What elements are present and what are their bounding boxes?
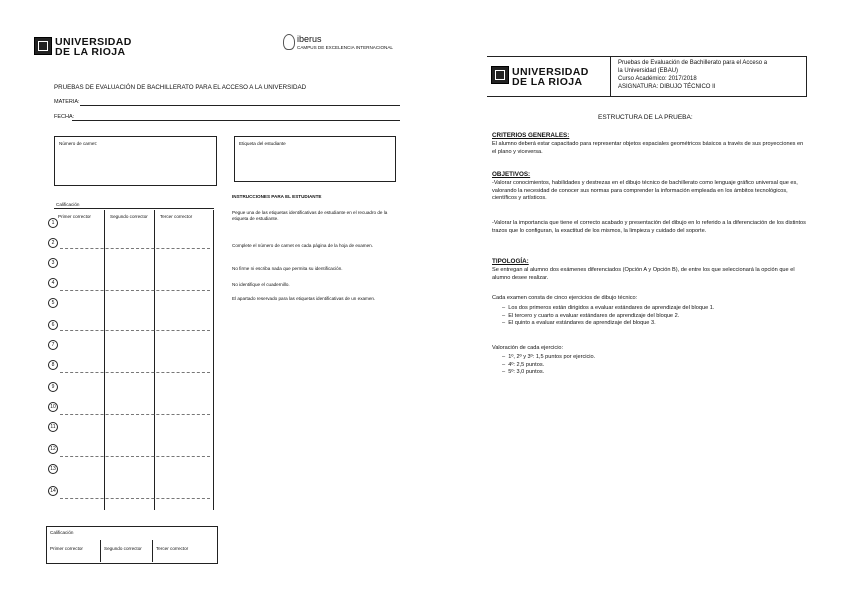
valoracion-item-3: – 5º: 3,0 puntos. [502, 369, 545, 375]
grid-row-divider [60, 456, 210, 457]
grid-top-line [54, 208, 214, 209]
objetivos-title: OBJETIVOS: [492, 171, 531, 178]
grid-row-divider [60, 248, 210, 249]
bottom-col-header-3: Tercer corrector [156, 546, 189, 551]
row-number-11: 11 [48, 422, 58, 432]
instruction-item-3: No firme ni escriba nada que permita su identificación. [232, 266, 343, 271]
university-shield-icon [34, 37, 52, 55]
materia-line[interactable] [80, 105, 400, 106]
fecha-line[interactable] [72, 120, 400, 121]
iberus-logo-icon [283, 34, 295, 50]
objetivos-text-2: -Valorar la importancia que tiene el correcto acabado y presentación del dibujo en lo referido a la diferenciación de los distintos trazos que lo configuran, la exactitud de los mismos, la limpieza y cuidado del soporte. [492, 220, 806, 234]
header-right-edge [806, 56, 807, 96]
row-number-1: 1 [48, 218, 58, 228]
instruction-item-5: El apartado reservado para las etiquetas identificativas de un examen. [232, 296, 376, 301]
grid-col-divider-2 [154, 210, 155, 510]
header-line-2: la Universidad (EBAU) [618, 68, 679, 74]
row-number-14: 14 [48, 486, 58, 496]
right-university-name [512, 67, 589, 87]
bottom-col-header-2: Segundo corrector [104, 546, 142, 551]
fecha-label: FECHA: [54, 114, 75, 120]
row-number-7: 7 [48, 340, 58, 350]
grid-row-divider [60, 498, 210, 499]
valoracion-title: Valoración de cada ejercicio: [492, 345, 564, 351]
grid-col-divider-3 [213, 210, 214, 510]
valoracion-text-2: 4º: 2,5 puntos. [508, 361, 545, 368]
bullet-text-1: Los dos primeros están dirigidos a evaluar estándares de aprendizaje del bloque 1. [508, 305, 715, 311]
row-number-6: 6 [48, 320, 58, 330]
calificacion-bottom-label: Calificación [50, 530, 74, 535]
bottom-divider-2 [152, 540, 153, 562]
col-header-2: Segundo corrector [110, 214, 148, 219]
university-name-line2: DE LA RIOJA [55, 46, 126, 58]
iberus-name: iberus [297, 34, 322, 44]
bullet-item-2: – El tercero y cuarto a evaluar estándares de aprendizaje del bloque 2. [502, 312, 680, 319]
row-number-12: 12 [48, 444, 58, 454]
header-line-3: Curso Académico: 2017/2018 [618, 76, 697, 82]
instructions-title: INSTRUCCIONES PARA EL ESTUDIANTE [232, 194, 322, 199]
grid-row-divider [60, 372, 210, 373]
row-number-9: 9 [48, 382, 58, 392]
bullet-item-3: – El quinto a evaluar estándares de aprendizaje del bloque 3. [502, 320, 656, 326]
etiqueta-estudiante-label: Etiqueta del estudiante [239, 141, 286, 146]
right-university-line1: UNIVERSIDAD [512, 66, 589, 78]
university-name-line1: UNIVERSIDAD [55, 36, 132, 48]
grid-row-divider [60, 330, 210, 331]
instruction-item-4: No identifique el cuadernillo. [232, 282, 290, 287]
bullet-item-1: – Los dos primeros están dirigidos a evaluar estándares de aprendizaje del bloque 1. [502, 305, 715, 311]
cada-examen-text: Cada examen consta de cinco ejercicios de dibujo técnico: [492, 295, 638, 301]
university-name [55, 37, 132, 57]
grid-row-divider [60, 290, 210, 291]
row-number-2: 2 [48, 238, 58, 248]
valoracion-text-1: 1º, 2º y 3º: 1,5 puntos por ejercicio. [508, 354, 596, 360]
valoracion-item-1: – 1º, 2º y 3º: 1,5 puntos por ejercicio. [502, 354, 596, 360]
row-number-8: 8 [48, 360, 58, 370]
row-number-13: 13 [48, 464, 58, 474]
tipologia-title: TIPOLOGÍA: [492, 258, 529, 265]
right-university-line2: DE LA RIOJA [512, 76, 583, 88]
row-number-10: 10 [48, 402, 58, 412]
header-info [618, 59, 806, 91]
header-line-4: ASIGNATURA: DIBUJO TÉCNICO II [618, 84, 716, 90]
iberus-subtitle: CAMPUS DE EXCELENCIA INTERNACIONAL [297, 45, 393, 50]
header-top-line [487, 56, 807, 57]
valoracion-list [502, 354, 595, 377]
bottom-divider-1 [100, 540, 101, 562]
instruction-item-1: Pegue una de las etiquetas identificativas de estudiante en el recuadro de la etiqueta de estudiante. [232, 210, 388, 221]
col-header-1: Primer corrector [58, 214, 91, 219]
calificacion-top-label: Calificación [56, 202, 80, 207]
exam-title: PRUEBAS DE EVALUACIÓN DE BACHILLERATO PARA EL ACCESO A LA UNIVERSIDAD [54, 84, 307, 91]
objetivos-text-1: -Valorar conocimientos, habilidades y destrezas en el dibujo técnico de bachillerato como lenguaje gráfico universal que es, valorando la necesidad de conocer sus normas para comprender la información empleada en los ámbitos tecnológicos, científicos y artísticos. [492, 180, 798, 201]
row-number-5: 5 [48, 298, 58, 308]
valoracion-text-3: 5º: 3,0 puntos. [508, 369, 545, 375]
materia-label: MATERIA: [54, 99, 80, 105]
header-line-1: Pruebas de Evaluación de Bachillerato para el Acceso a [618, 60, 768, 66]
header-divider [610, 56, 611, 96]
criterios-text: El alumno deberá estar capacitado para representar objetos espaciales geométricos básicos a través de sus proyecciones en el plano y viceversa. [492, 141, 804, 155]
valoracion-item-2: – 4º: 2,5 puntos. [502, 361, 545, 368]
bullet-text-2: El tercero y cuarto a evaluar estándares de aprendizaje del bloque 2. [508, 312, 680, 319]
bottom-col-header-1: Primer corrector [50, 546, 83, 551]
tipologia-text: Se entregan al alumno dos exámenes diferenciados (Opción A y Opción B), de entre los que seleccionará la opción que el alumno desee realizar. [492, 267, 795, 281]
university-shield-icon [491, 66, 509, 84]
grid-row-divider [60, 414, 210, 415]
instruction-item-2: Complete el número de carnet en cada página de la hoja de examen. [232, 243, 373, 248]
section-title: ESTRUCTURA DE LA PRUEBA: [598, 114, 693, 121]
col-header-3: Tercer corrector [160, 214, 193, 219]
grid-col-divider-1 [104, 210, 105, 510]
row-number-4: 4 [48, 278, 58, 288]
bullet-list [502, 305, 714, 328]
bullet-text-3: El quinto a evaluar estándares de aprendizaje del bloque 3. [508, 320, 656, 326]
numero-carnet-label: Número de carnet: [59, 141, 98, 146]
row-number-3: 3 [48, 258, 58, 268]
header-bottom-line [487, 96, 807, 97]
criterios-title: CRITERIOS GENERALES: [492, 132, 570, 139]
